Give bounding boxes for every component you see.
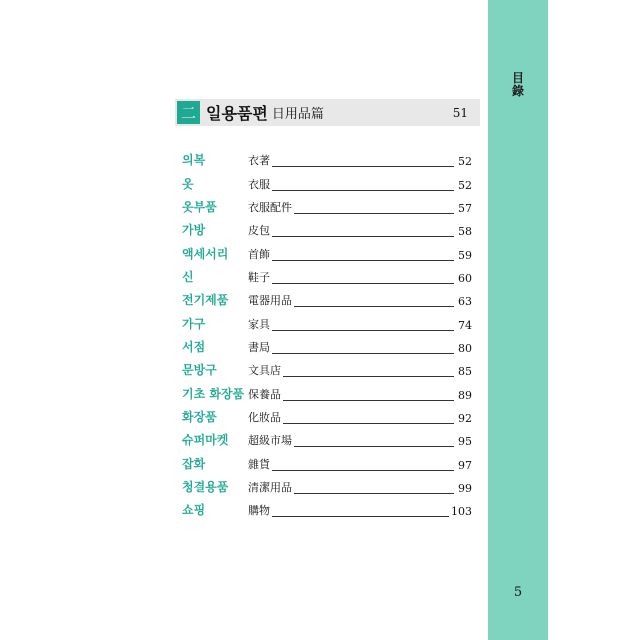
entry-korean: 화장품: [182, 409, 217, 424]
toc-entry[interactable]: [182, 335, 472, 358]
entry-page: 89: [458, 388, 472, 402]
toc-list: [182, 148, 472, 521]
toc-entry[interactable]: [182, 265, 472, 288]
entry-chinese: 雜貨: [248, 457, 270, 471]
entry-korean: 신: [182, 269, 194, 284]
section-number: 二: [177, 101, 200, 124]
entry-korean: 잡화: [182, 456, 206, 471]
entry-korean: 슈퍼마켓: [182, 433, 229, 448]
section-title-chinese: 日用品篇: [271, 107, 324, 122]
entry-page: 63: [458, 295, 472, 309]
leader-line: [283, 375, 454, 377]
entry-chinese: 家具: [248, 317, 270, 331]
leader-line: [283, 399, 454, 401]
leader-line: [272, 189, 454, 191]
entry-chinese: 首飾: [248, 247, 270, 261]
entry-page: 95: [458, 435, 472, 449]
entry-korean: 의복: [182, 153, 206, 168]
entry-page: 97: [458, 458, 472, 472]
entry-chinese: 衣著: [248, 154, 270, 168]
leader-line: [294, 492, 454, 494]
entry-chinese: 購物: [248, 504, 270, 518]
entry-korean: 문방구: [182, 363, 217, 378]
entry-page: 85: [458, 365, 472, 379]
toc-entry[interactable]: [182, 218, 472, 241]
entry-chinese: 保養品: [248, 387, 281, 401]
leader-line: [272, 515, 449, 517]
entry-page: 52: [458, 155, 472, 169]
entry-chinese: 衣服配件: [248, 200, 292, 214]
toc-entry[interactable]: [182, 148, 472, 171]
section-title-korean: 일용품편: [206, 104, 268, 123]
toc-entry[interactable]: [182, 428, 472, 451]
entry-korean: 쇼핑: [182, 503, 206, 518]
leader-line: [272, 352, 454, 354]
entry-page: 74: [458, 318, 472, 332]
entry-page: 60: [458, 271, 472, 285]
leader-line: [294, 305, 454, 307]
leader-line: [272, 329, 454, 331]
entry-chinese: 衣服: [248, 177, 270, 191]
leader-line: [294, 212, 454, 214]
toc-entry[interactable]: [182, 498, 472, 521]
leader-line: [272, 282, 454, 284]
entry-korean: 가구: [182, 316, 206, 331]
entry-korean: 서점: [182, 339, 206, 354]
entry-korean: 옷부품: [182, 199, 217, 214]
entry-korean: 옷: [182, 176, 194, 191]
entry-page: 80: [458, 341, 472, 355]
entry-page: 103: [451, 505, 472, 519]
entry-chinese: 清潔用品: [248, 480, 292, 494]
toc-entry[interactable]: [182, 358, 472, 381]
toc-entry[interactable]: [182, 311, 472, 334]
entry-page: 59: [458, 248, 472, 262]
leader-line: [272, 165, 454, 167]
page-number: 5: [513, 585, 523, 600]
entry-page: 52: [458, 178, 472, 192]
leader-line: [272, 235, 454, 237]
entry-chinese: 書局: [248, 340, 270, 354]
leader-line: [294, 445, 454, 447]
toc-entry[interactable]: [182, 475, 472, 498]
entry-chinese: 電器用品: [248, 294, 292, 308]
entry-korean: 기초 화장품: [182, 386, 245, 401]
entry-chinese: 化妝品: [248, 410, 281, 424]
entry-page: 92: [458, 411, 472, 425]
leader-line: [272, 259, 454, 261]
entry-page: 57: [458, 201, 472, 215]
toc-entry[interactable]: [182, 288, 472, 311]
toc-entry[interactable]: [182, 405, 472, 428]
leader-line: [283, 422, 454, 424]
toc-entry[interactable]: [182, 241, 472, 264]
toc-entry[interactable]: [182, 195, 472, 218]
contents-title: [488, 72, 548, 98]
contents-title-char: 目: [511, 71, 524, 85]
entry-korean: 전기제품: [182, 293, 229, 308]
entry-chinese: 鞋子: [248, 270, 270, 284]
toc-entry[interactable]: [182, 171, 472, 194]
entry-korean: 액세서리: [182, 246, 229, 261]
entry-korean: 청결용품: [182, 479, 229, 494]
entry-korean: 가방: [182, 223, 206, 238]
leader-line: [272, 469, 454, 471]
entry-chinese: 超級市場: [248, 434, 292, 448]
entry-page: 58: [458, 225, 472, 239]
side-tab: [488, 0, 548, 640]
entry-page: 99: [458, 481, 472, 495]
entry-chinese: 文具店: [248, 364, 281, 378]
section-page: 51: [452, 105, 468, 120]
contents-title-char: 錄: [511, 84, 524, 98]
toc-entry[interactable]: [182, 451, 472, 474]
toc-entry[interactable]: [182, 381, 472, 404]
section-header: [175, 99, 480, 126]
entry-chinese: 皮包: [248, 224, 270, 238]
